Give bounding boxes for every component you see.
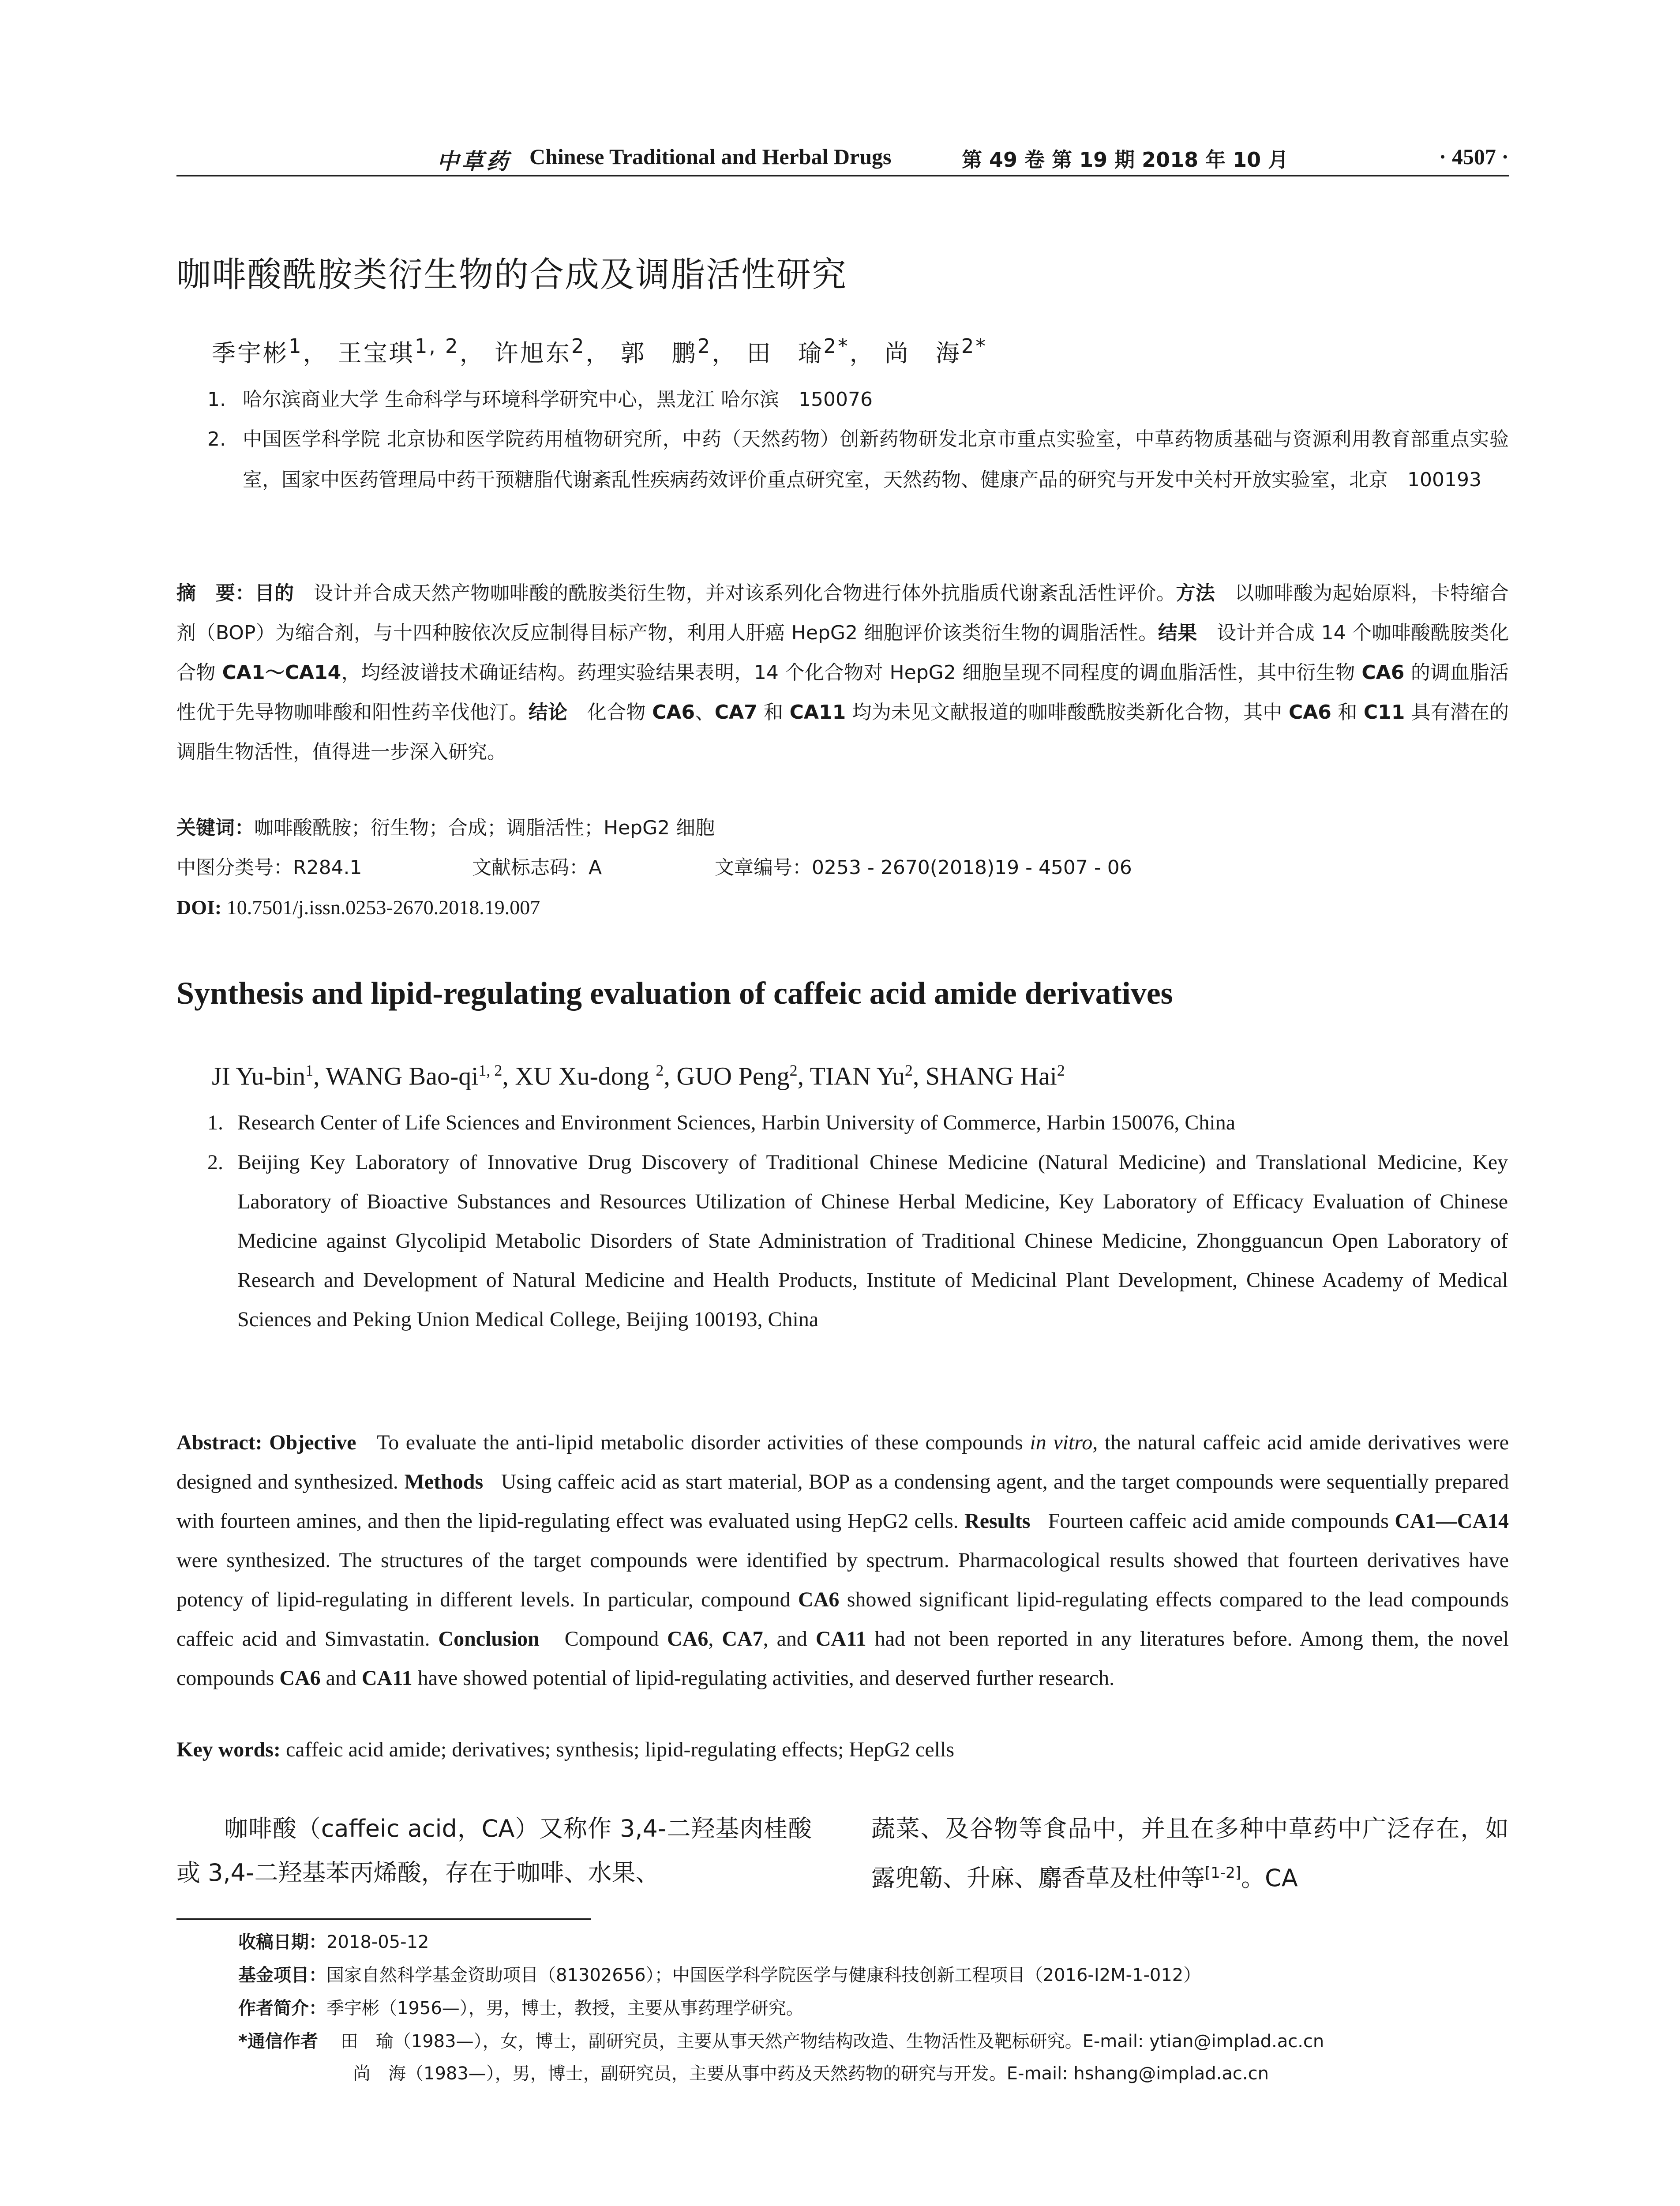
footnote-label: *通信作者 — [238, 2031, 318, 2052]
author-name: GUO Peng — [676, 1062, 790, 1091]
abstract-en — [176, 1423, 1509, 1698]
author-name: XU Xu-dong — [515, 1062, 649, 1091]
body-text: 。CA — [1241, 1864, 1298, 1892]
clc-number: 中图分类号：R284.1 — [176, 856, 362, 879]
author-name: 季宇彬 — [212, 339, 289, 367]
methods-text: Using caffeic acid as start material, BOP as a condensing agent, and the target compounds were sequentially prepared with fourteen amines, and then the lipid-regulating effect was evaluated using HepG2 cells. — [176, 1470, 1509, 1533]
affiliation-number: 2. — [207, 1151, 223, 1174]
results-label: 结果 — [1158, 622, 1197, 644]
keywords-text: caffeic acid amide; derivatives; synthesis; lipid-regulating effects; HepG2 cells — [280, 1738, 955, 1761]
author-name: WANG Bao-qi — [326, 1062, 479, 1091]
affiliation-text: 哈尔滨商业大学 生命科学与环境科学研究中心，黑龙江 哈尔滨 150076 — [243, 388, 873, 411]
conclusion-label: Conclusion — [438, 1627, 540, 1651]
footnote-text: 2018-05-12 — [326, 1932, 429, 1952]
author-affil-mark: 2 — [1057, 1062, 1065, 1079]
doi — [176, 896, 540, 919]
abstract-cn — [176, 574, 1509, 772]
compound-name: CA7 — [722, 1627, 763, 1651]
results-label: Results — [964, 1509, 1031, 1533]
methods-label: 方法 — [1176, 582, 1215, 604]
compound-name: CA11 — [789, 701, 846, 724]
conclusion-text: 和 — [757, 701, 790, 724]
results-text: 设计并合成 14 个咖啡酸酰胺类化合物 — [176, 622, 1509, 684]
results-text: were synthesized. The structures of the target compounds were identified by spectrum. Pharmacological results showed that fourteen derivatives have potency of lipid-regulating in different levels. In particular, compound — [176, 1549, 1509, 1611]
abstract-label: 摘 要： — [176, 582, 255, 604]
compound-range: CA1～CA14 — [222, 661, 341, 684]
objective-text: , the natural caffeic acid amide derivatives were designed and synthesized. — [176, 1431, 1509, 1493]
objective-italic: in vitro — [1030, 1431, 1093, 1454]
conclusion-label: 结论 — [528, 701, 568, 724]
keywords-label: Key words: — [176, 1738, 281, 1761]
author-affil-mark: 2 — [904, 1062, 913, 1079]
compound-name: CA6 — [1361, 661, 1405, 684]
conclusion-text: 和 — [1331, 701, 1364, 724]
doi-label: DOI: — [176, 896, 222, 919]
author-affil-mark: 2 — [571, 334, 586, 358]
compound-name: CA11 — [361, 1666, 412, 1690]
compound-name: CA11 — [815, 1627, 866, 1651]
objective-text: To evaluate the anti-lipid metabolic disorder activities of these compounds — [377, 1431, 1030, 1454]
author-affil-mark: 2 — [656, 1062, 664, 1079]
footnote-text: 季宇彬（1956—），男，博士，教授，主要从事药理学研究。 — [326, 1998, 804, 2018]
author-name: 郭 鹏 — [620, 339, 698, 367]
author-name: SHANG Hai — [925, 1062, 1057, 1091]
journal-name-en: Chinese Traditional and Herbal Drugs — [529, 144, 892, 169]
article-number: 文章编号：0253 - 2670(2018)19 - 4507 - 06 — [715, 856, 1132, 879]
affiliation-text: Research Center of Life Sciences and Environment Sciences, Harbin University of Commerce, Harbin 150076, China — [237, 1111, 1235, 1134]
footnote-text: 田 瑜（1983—），女，博士，副研究员，主要从事天然产物结构改造、生物活性及靶标研究。E-mail: ytian@implad.ac.cn — [340, 2031, 1324, 2052]
footnote-corresponding — [238, 2027, 1324, 2052]
journal-name-cn: 中草药 — [437, 149, 511, 174]
footnote-label: 基金项目： — [238, 1965, 326, 1985]
authors-en: JI Yu-bin$^1$, WANG Bao-qi$^{1, 2}$, XU Xu-dong $^2$, GUO Peng$^2$, TIAN Yu$^2$, SHANG Hai$^2$ — [212, 1062, 1065, 1091]
author-affil-mark: 1 — [305, 1062, 314, 1079]
compound-name: CA6 — [279, 1666, 321, 1690]
compound-range: CA1—CA14 — [1395, 1509, 1509, 1533]
conclusion-text: had not been reported in any literatures before. Among them, the novel compounds — [176, 1627, 1509, 1690]
compound-name: CA6 — [1288, 701, 1331, 724]
results-text: showed significant lipid-regulating effects compared to the lead compounds caffeic acid and Simvastatin. — [176, 1588, 1509, 1651]
conclusion-text: 均为未见文献报道的咖啡酸酰胺类新化合物，其中 — [846, 701, 1289, 724]
page-number: · 4507 · — [1439, 144, 1509, 169]
author-name: TIAN Yu — [810, 1062, 905, 1091]
keywords-label: 关键词： — [176, 817, 254, 839]
compound-name: CA6 — [652, 701, 695, 724]
footnote-received — [238, 1928, 429, 1953]
affiliation-number: 1. — [207, 388, 226, 411]
author-affil-mark: 1 — [289, 334, 303, 358]
conclusion-text: 化合物 — [587, 701, 652, 724]
body-column-left: 咖啡酸（caffeic acid，CA）又称作 3,4-二羟基肉桂酸或 3,4-二羟基苯丙烯酸，存在于咖啡、水果、 — [176, 1815, 812, 1887]
conclusion-text: Compound — [564, 1627, 668, 1651]
affiliation-text: Beijing Key Laboratory of Innovative Drug Discovery of Traditional Chinese Medicine (Natural Medicine) and Translational Medicine, Key Laboratory of Bioactive Substances and Resources Utilization of Chinese Herbal Medicine, Key Laboratory of Efficacy Evaluation of Chinese Medicine against Glycolipid Metabolic Disorders of State Administration of Traditional Chinese Medicine, Zhongguancun Open Laboratory of Research and Development of Natural Medicine and Health Products, Institute of Medicinal Plant Development, Chinese Academy of Medical Sciences and Peking Union Medical College, Beijing 100193, China — [237, 1151, 1508, 1331]
methods-label: Methods — [404, 1470, 484, 1493]
author-affil-mark: 2* — [961, 334, 987, 358]
conclusion-text: and — [320, 1666, 362, 1690]
compound-name: C11 — [1363, 701, 1405, 724]
author-name: 王宝琪 — [338, 339, 415, 367]
footnote-author — [238, 1994, 804, 2019]
title-cn: 咖啡酸酰胺类衍生物的合成及调脂活性研究 — [176, 255, 848, 295]
footnote-label: 作者简介： — [238, 1998, 326, 2018]
keywords-cn — [176, 812, 1509, 840]
author-name: JI Yu-bin — [212, 1062, 306, 1091]
author-affil-mark: 2* — [823, 334, 850, 358]
footnote-fund — [238, 1961, 1201, 1986]
body-text: 蔬菜、及谷物等食品中，并且在多种中草药中广泛存在，如露兜簕、升麻、麝香草及杜仲等 — [871, 1815, 1509, 1892]
methods-text: 以咖啡酸为起始原料，卡特缩合剂（BOP）为缩合剂，与十四种胺依次反应制得目标产物，利用人肝癌 HepG2 细胞评价该类衍生物的调脂活性。 — [176, 582, 1509, 644]
footnote-corresponding-2: 尚 海（1983—），男，博士，副研究员，主要从事中药及天然药物的研究与开发。E-mail: hshang@implad.ac.cn — [353, 2063, 1269, 2084]
results-text: ，均经波谱技术确证结构。药理实验结果表明，14 个化合物对 HepG2 细胞呈现不同程度的调血脂活性，其中衍生物 — [341, 661, 1362, 684]
footnote-text: 国家自然科学基金资助项目（81302656）；中国医学科学院医学与健康科技创新工程项目（2016-I2M-1-012） — [326, 1965, 1201, 1985]
document-code: 文献标志码：A — [472, 856, 602, 879]
author-name: 许旭东 — [494, 339, 571, 367]
running-header — [176, 140, 1509, 176]
results-text: 的调血脂活性优于先导物咖啡酸和阳性药辛伐他汀。 — [176, 661, 1509, 724]
author-name: 尚 海 — [884, 339, 961, 367]
authors-cn: 季宇彬$^1$， 王宝琪$^{1, 2}$， 许旭东$^2$， 郭 鹏$^2$， 田 瑜$^{2*}$， 尚 海$^{2*}$ — [212, 334, 987, 367]
title-en: Synthesis and lipid-regulating evaluation of caffeic acid amide derivatives — [176, 975, 1173, 1011]
conclusion-text: , and — [763, 1627, 816, 1651]
conclusion-text: , — [708, 1627, 722, 1651]
compound-name: CA6 — [667, 1627, 709, 1651]
citation-ref[interactable]: [1-2] — [1205, 1864, 1241, 1882]
objective-text: 设计并合成天然产物咖啡酸的酰胺类衍生物，并对该系列化合物进行体外抗脂质代谢紊乱活性评价。 — [313, 582, 1176, 604]
objective-label: 目的 — [255, 582, 294, 604]
body-column-right — [871, 1807, 1509, 1900]
header-rule — [176, 175, 1509, 176]
compound-name: CA6 — [798, 1588, 840, 1611]
keywords-text: 咖啡酸酰胺；衍生物；合成；调脂活性；HepG2 细胞 — [254, 817, 715, 839]
author-affil-mark: 2 — [789, 1062, 798, 1079]
conclusion-text: 、 — [695, 701, 715, 724]
affiliation-number: 2. — [207, 428, 226, 450]
footnote-rule — [176, 1918, 591, 1920]
footnote-label: 收稿日期： — [238, 1932, 326, 1952]
affiliation-text: 中国医学科学院 北京协和医学院药用植物研究所，中药（天然药物）创新药物研发北京市重点实验室，中草药物质基础与资源利用教育部重点实验室，国家中医药管理局中药干预糖脂代谢紊乱性疾病药效评价重点研究室，天然药物、健康产品的研究与开发中关村开放实验室，北京 100193 — [243, 428, 1509, 491]
affiliation-number: 1. — [207, 1111, 223, 1134]
abstract-objective-label: Abstract: Objective — [176, 1431, 356, 1454]
author-affil-mark: 1, 2 — [414, 334, 460, 358]
author-affil-mark: 2 — [697, 334, 712, 358]
doi-value[interactable]: 10.7501/j.issn.0253-2670.2018.19.007 — [221, 896, 540, 919]
keywords-en — [176, 1737, 1509, 1762]
author-name: 田 瑜 — [746, 339, 824, 367]
issue-info: 第 49 卷 第 19 期 2018 年 10 月 — [962, 148, 1289, 172]
results-text: Fourteen caffeic acid amide compounds — [1048, 1509, 1395, 1533]
conclusion-text: have showed potential of lipid-regulating activities, and deserved further research. — [412, 1666, 1115, 1690]
conclusion-text: 具有潜在的调脂生物活性，值得进一步深入研究。 — [176, 701, 1509, 763]
author-affil-mark: 1, 2 — [478, 1062, 502, 1079]
compound-name: CA7 — [714, 701, 758, 724]
